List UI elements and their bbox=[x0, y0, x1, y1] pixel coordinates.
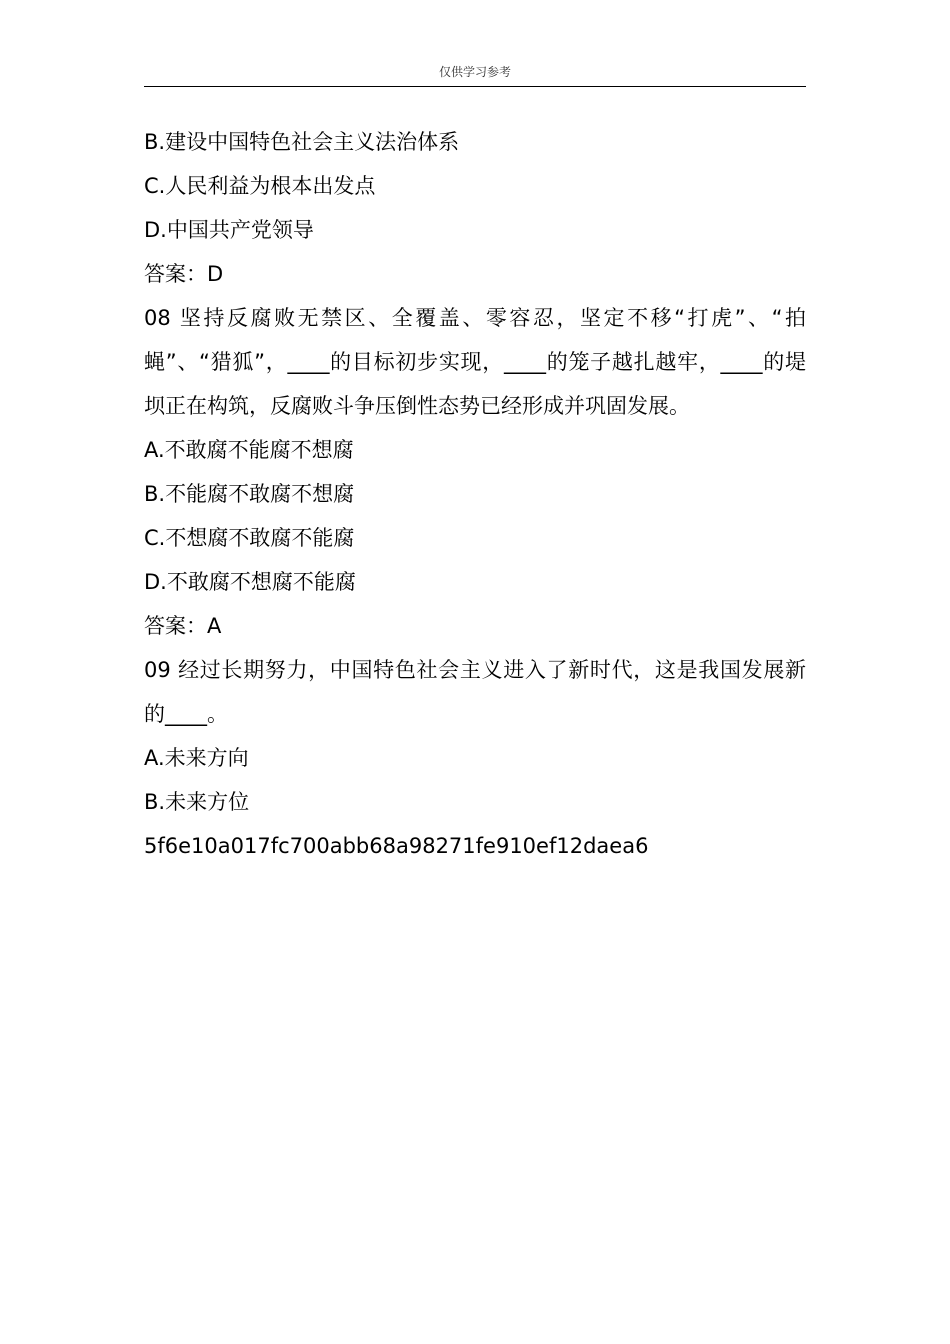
option-c-q07: C.人民利益为根本出发点 bbox=[144, 174, 376, 198]
option-b-q08: B.不能腐不敢腐不想腐 bbox=[144, 482, 355, 506]
option-c-q08: C.不想腐不敢腐不能腐 bbox=[144, 526, 355, 550]
answer-q07: 答案：D bbox=[144, 262, 224, 286]
option-b-q09: B.未来方位 bbox=[144, 790, 250, 814]
header-text: 仅供学习参考 bbox=[438, 65, 511, 79]
option-d-q07: D.中国共产党领导 bbox=[144, 218, 314, 242]
document-hash: 5f6e10a017fc700abb68a98271fe910ef12daea6 bbox=[144, 834, 649, 858]
answer-q08: 答案：A bbox=[144, 614, 222, 638]
option-b-q07: B.建设中国特色社会主义法治体系 bbox=[144, 130, 460, 154]
question-09: 09 经过长期努力，中国特色社会主义进入了新时代，这是我国发展新的____。 bbox=[144, 658, 806, 726]
page-header bbox=[144, 64, 806, 87]
option-a-q08: A.不敢腐不能腐不想腐 bbox=[144, 438, 354, 462]
option-d-q08: D.不敢腐不想腐不能腐 bbox=[144, 570, 356, 594]
option-a-q09: A.未来方向 bbox=[144, 746, 249, 770]
question-08: 08 坚持反腐败无禁区、全覆盖、零容忍，坚定不移“打虎”、“拍蝇”、“猎狐”，____的目标初步实现，____的笼子越扎越牢，____的堤坝正在构筑，反腐败斗争压倒性态势已经形成并巩固发展。 bbox=[144, 306, 806, 418]
document-body bbox=[144, 120, 806, 868]
